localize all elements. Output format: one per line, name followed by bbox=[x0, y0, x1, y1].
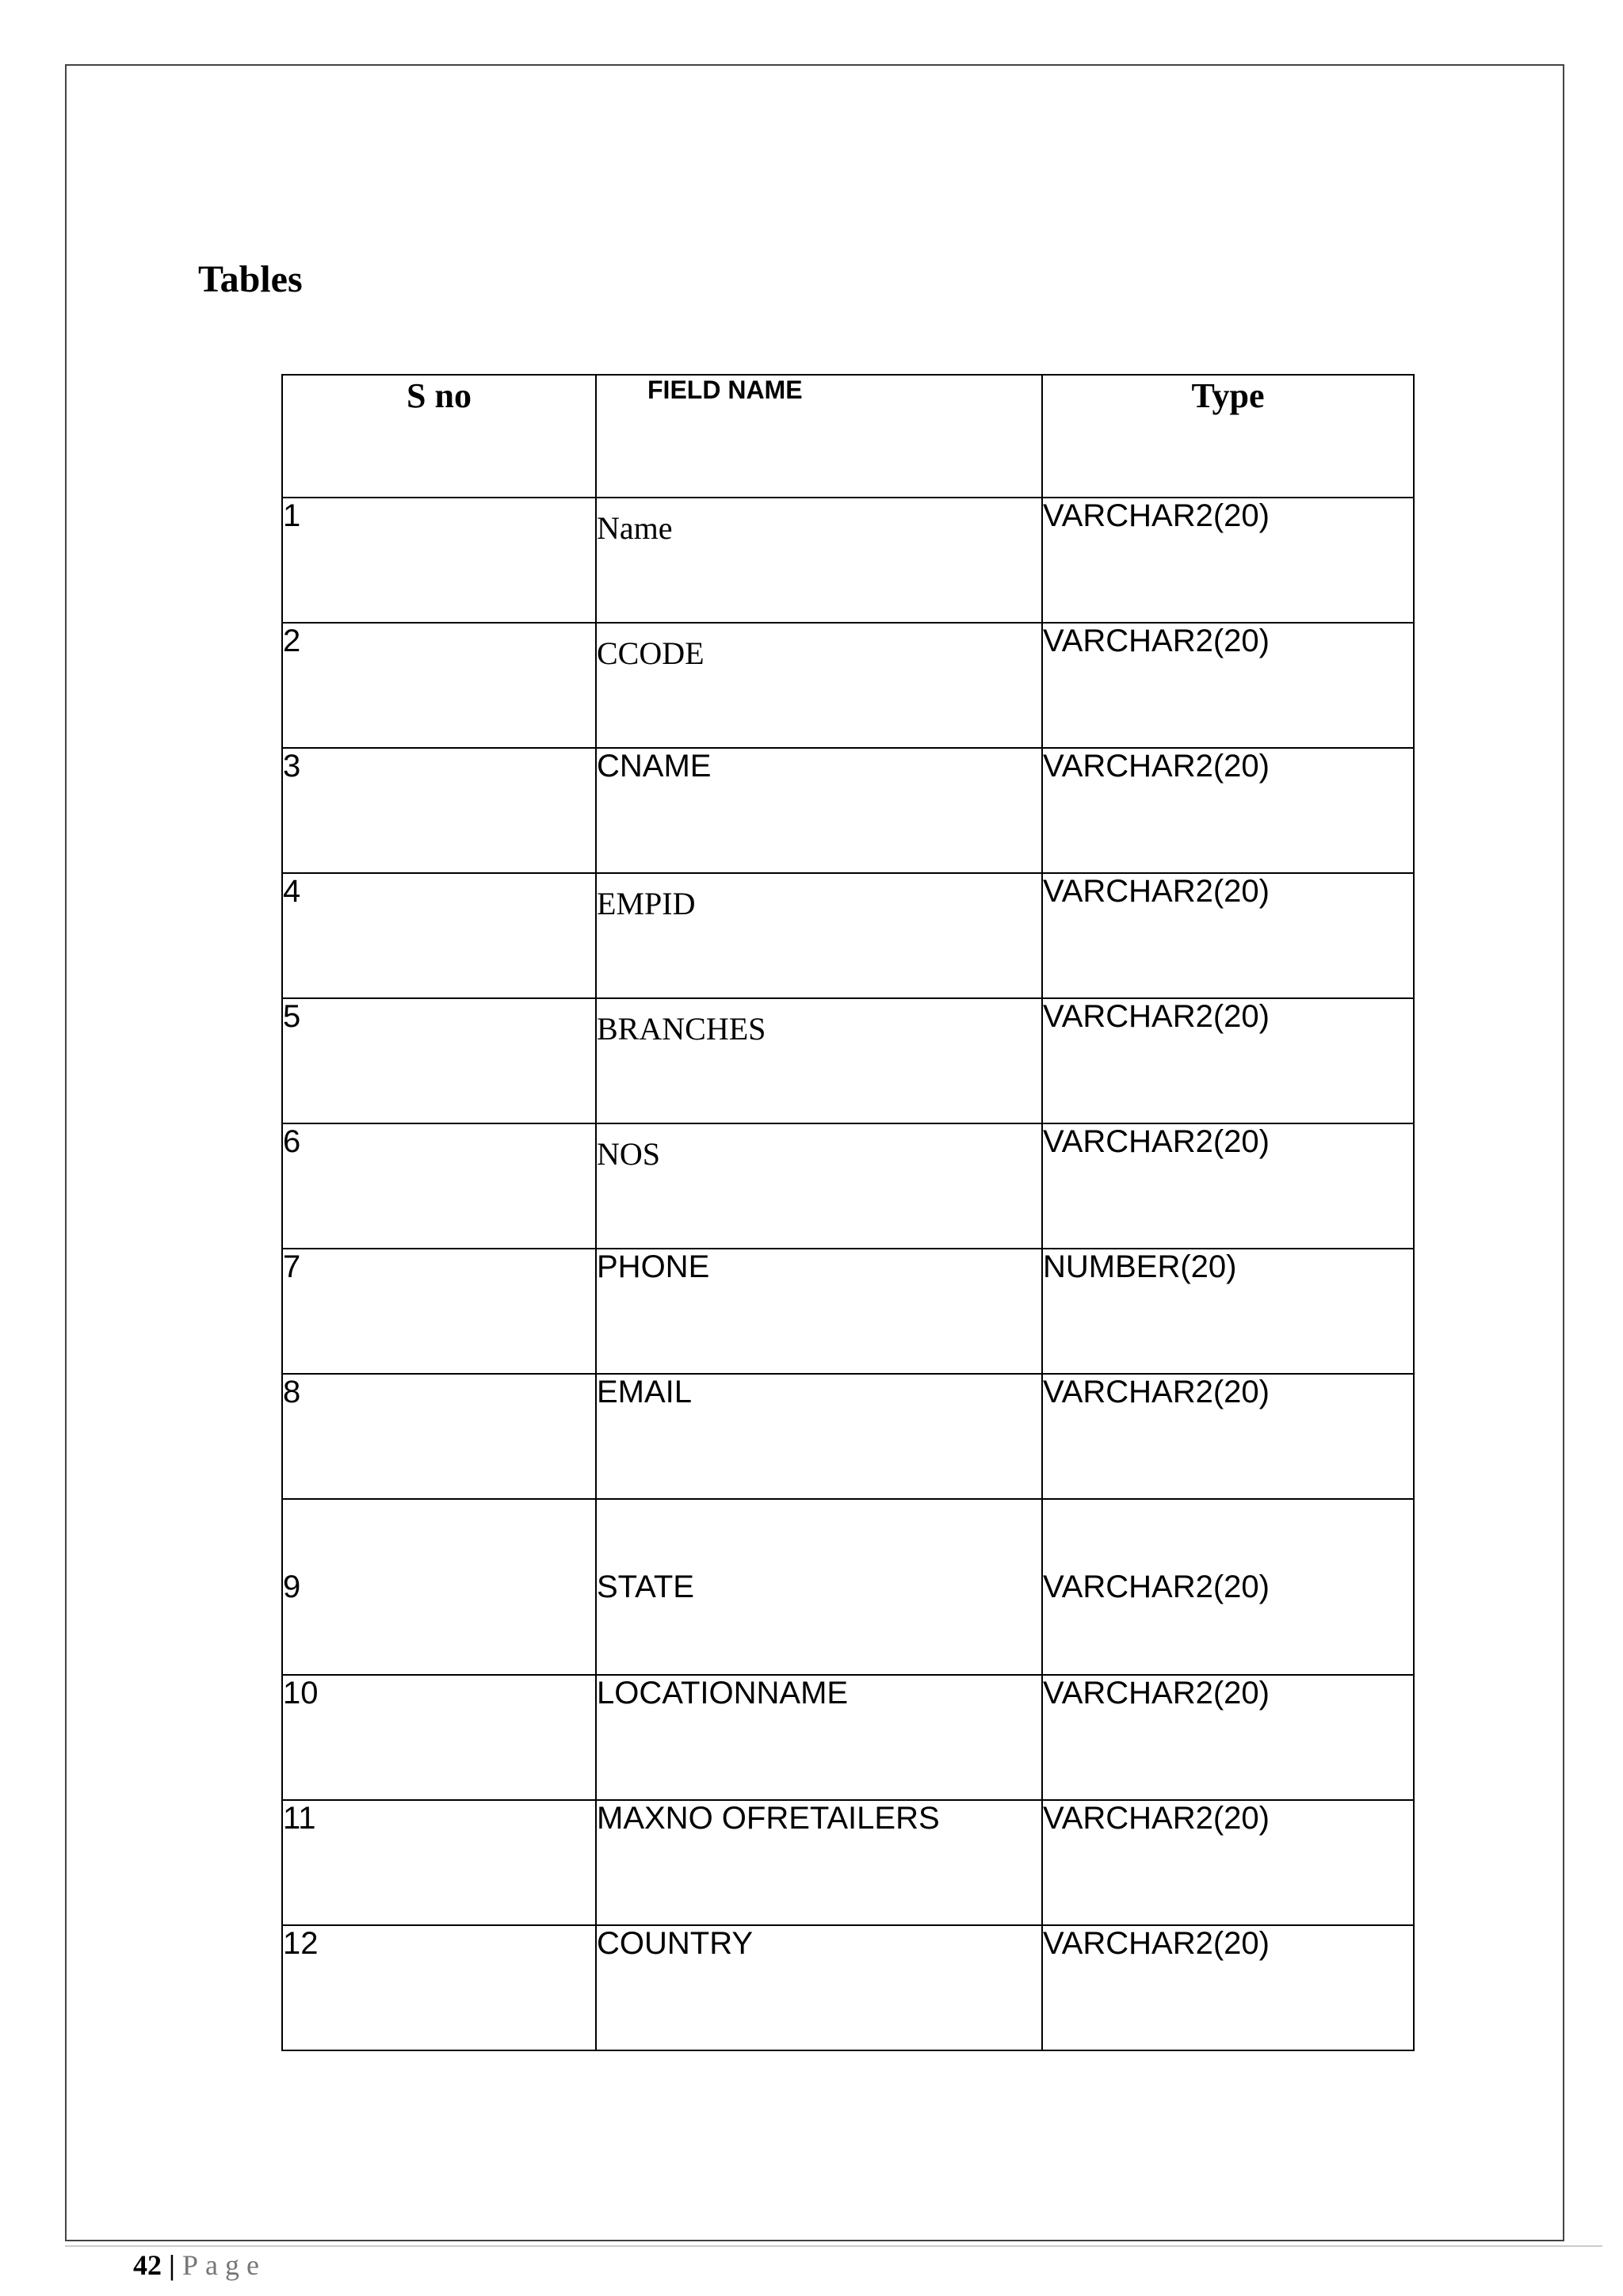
cell-sno: 10 bbox=[282, 1675, 596, 1800]
cell-field-name: EMAIL bbox=[596, 1374, 1042, 1499]
cell-field-name: COUNTRY bbox=[596, 1925, 1042, 2050]
cell-sno: 12 bbox=[282, 1925, 596, 2050]
header-sno: S no bbox=[282, 375, 596, 498]
cell-type: VARCHAR2(20) bbox=[1042, 623, 1414, 748]
table-row bbox=[282, 873, 1414, 998]
header-type: Type bbox=[1042, 375, 1414, 498]
cell-sno: 11 bbox=[282, 1800, 596, 1925]
cell-sno: 9 bbox=[282, 1499, 596, 1675]
page-title: Tables bbox=[198, 258, 303, 300]
cell-type: NUMBER(20) bbox=[1042, 1249, 1414, 1374]
cell-type: VARCHAR2(20) bbox=[1042, 1499, 1414, 1675]
page-label: Page bbox=[181, 2249, 266, 2281]
cell-field-name: PHONE bbox=[596, 1249, 1042, 1374]
footer-separator: | bbox=[169, 2249, 175, 2281]
table-row bbox=[282, 1374, 1414, 1499]
cell-field-name: LOCATIONNAME bbox=[596, 1675, 1042, 1800]
cell-sno: 6 bbox=[282, 1123, 596, 1249]
table-header-row bbox=[282, 375, 1414, 498]
cell-field-name: CNAME bbox=[596, 748, 1042, 873]
cell-field-name: STATE bbox=[596, 1499, 1042, 1675]
footer-rule bbox=[65, 2245, 1602, 2247]
cell-sno: 7 bbox=[282, 1249, 596, 1374]
cell-field-name: BRANCHES bbox=[596, 998, 1042, 1123]
cell-type: VARCHAR2(20) bbox=[1042, 498, 1414, 623]
fields-table bbox=[281, 374, 1415, 2051]
cell-field-name: CCODE bbox=[596, 623, 1042, 748]
table-row bbox=[282, 498, 1414, 623]
cell-sno: 8 bbox=[282, 1374, 596, 1499]
table-row bbox=[282, 1123, 1414, 1249]
table-row bbox=[282, 998, 1414, 1123]
cell-type: VARCHAR2(20) bbox=[1042, 873, 1414, 998]
page-number: 42 bbox=[133, 2249, 162, 2281]
cell-field-name: Name bbox=[596, 498, 1042, 623]
cell-type: VARCHAR2(20) bbox=[1042, 1925, 1414, 2050]
cell-type: VARCHAR2(20) bbox=[1042, 1374, 1414, 1499]
cell-type: VARCHAR2(20) bbox=[1042, 1675, 1414, 1800]
cell-sno: 2 bbox=[282, 623, 596, 748]
table-row bbox=[282, 623, 1414, 748]
table-row bbox=[282, 1499, 1414, 1675]
table-row bbox=[282, 1925, 1414, 2050]
cell-type: VARCHAR2(20) bbox=[1042, 748, 1414, 873]
cell-sno: 1 bbox=[282, 498, 596, 623]
page-footer bbox=[133, 2248, 266, 2282]
cell-field-name: MAXNO OFRETAILERS bbox=[596, 1800, 1042, 1925]
table-row bbox=[282, 748, 1414, 873]
cell-type: VARCHAR2(20) bbox=[1042, 1800, 1414, 1925]
cell-sno: 3 bbox=[282, 748, 596, 873]
cell-type: VARCHAR2(20) bbox=[1042, 998, 1414, 1123]
cell-type: VARCHAR2(20) bbox=[1042, 1123, 1414, 1249]
table-row bbox=[282, 1675, 1414, 1800]
table-row bbox=[282, 1249, 1414, 1374]
cell-sno: 4 bbox=[282, 873, 596, 998]
cell-field-name: EMPID bbox=[596, 873, 1042, 998]
header-field-name: FIELD NAME bbox=[596, 375, 1042, 498]
cell-sno: 5 bbox=[282, 998, 596, 1123]
cell-field-name: NOS bbox=[596, 1123, 1042, 1249]
table-row bbox=[282, 1800, 1414, 1925]
